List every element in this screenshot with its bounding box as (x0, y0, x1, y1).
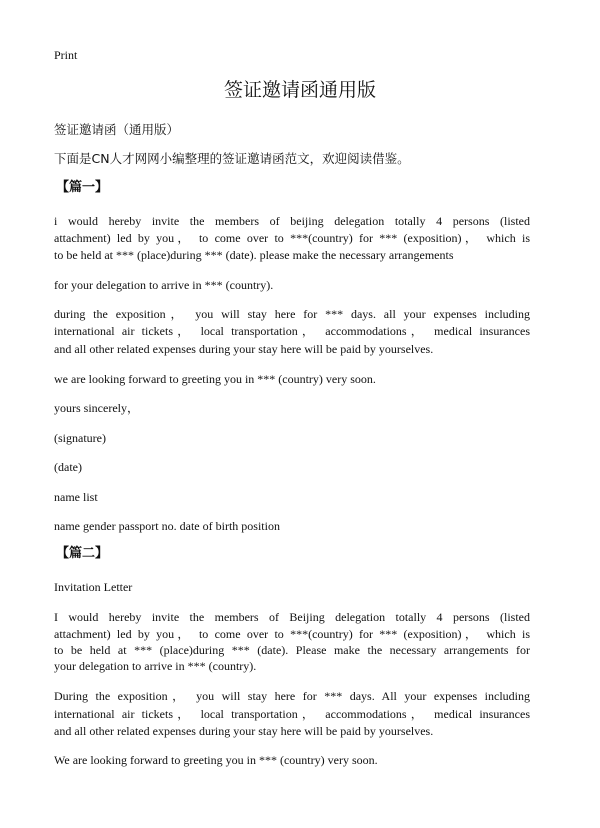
part1-line: (signature) (54, 431, 106, 445)
part1-line: i would hereby invite the members of beijing delegation totally 4 persons (listed (54, 214, 530, 228)
part1-line: we are looking forward to greeting you in *** (country) very soon. (54, 372, 376, 386)
part2-line: During the exposition， you will stay here for *** days. All your expenses including (54, 689, 530, 703)
section-heading-part1: 【篇一】 (56, 180, 109, 195)
part1-line: name gender passport no. date of birth position (54, 519, 280, 533)
part1-line: yours sincerely， (54, 401, 139, 415)
intro-paragraph: 下面是CN人才网网小编整理的签证邀请函范文，欢迎阅读借鉴。 (54, 151, 410, 166)
part1-line: name list (54, 490, 98, 504)
part1-line: (date) (54, 460, 82, 474)
part2-line: and all other related expenses during your stay here will be paid by yourselves. (54, 724, 434, 738)
page-title: 签证邀请函通用版 (223, 79, 376, 101)
part1-line: to be held at *** (place)during *** (date). please make the necessary arrangements (54, 248, 454, 262)
part1-line: for your delegation to arrive in *** (country). (54, 278, 274, 292)
print-label[interactable]: Print (54, 48, 78, 62)
part1-line: attachment) led by you， to come over to ***(country) for *** (exposition)， which is (54, 231, 530, 245)
part1-line: international air tickets， local transportation， accommodations， medical insurances (54, 324, 530, 338)
part1-line: during the exposition， you will stay here for *** days. all your expenses including (54, 307, 530, 321)
section-heading-part2: 【篇二】 (56, 546, 109, 561)
part2-line: to be held at *** (place)during *** (date). Please make the necessary arrangements for (54, 643, 530, 657)
part2-line: your delegation to arrive in *** (country). (54, 659, 257, 673)
part2-line: international air tickets， local transportation， accommodations， medical insurances (54, 707, 530, 721)
part2-line: attachment) led by you， to come over to ***(country) for *** (exposition)， which is (54, 627, 530, 641)
part2-line: Invitation Letter (54, 580, 133, 594)
part1-line: and all other related expenses during your stay here will be paid by yourselves. (54, 342, 434, 356)
part2-line: I would hereby invite the members of Beijing delegation totally 4 persons (listed (54, 610, 530, 624)
part2-line: We are looking forward to greeting you in *** (country) very soon. (54, 753, 378, 767)
document-subtitle: 签证邀请函（通用版） (54, 122, 180, 137)
